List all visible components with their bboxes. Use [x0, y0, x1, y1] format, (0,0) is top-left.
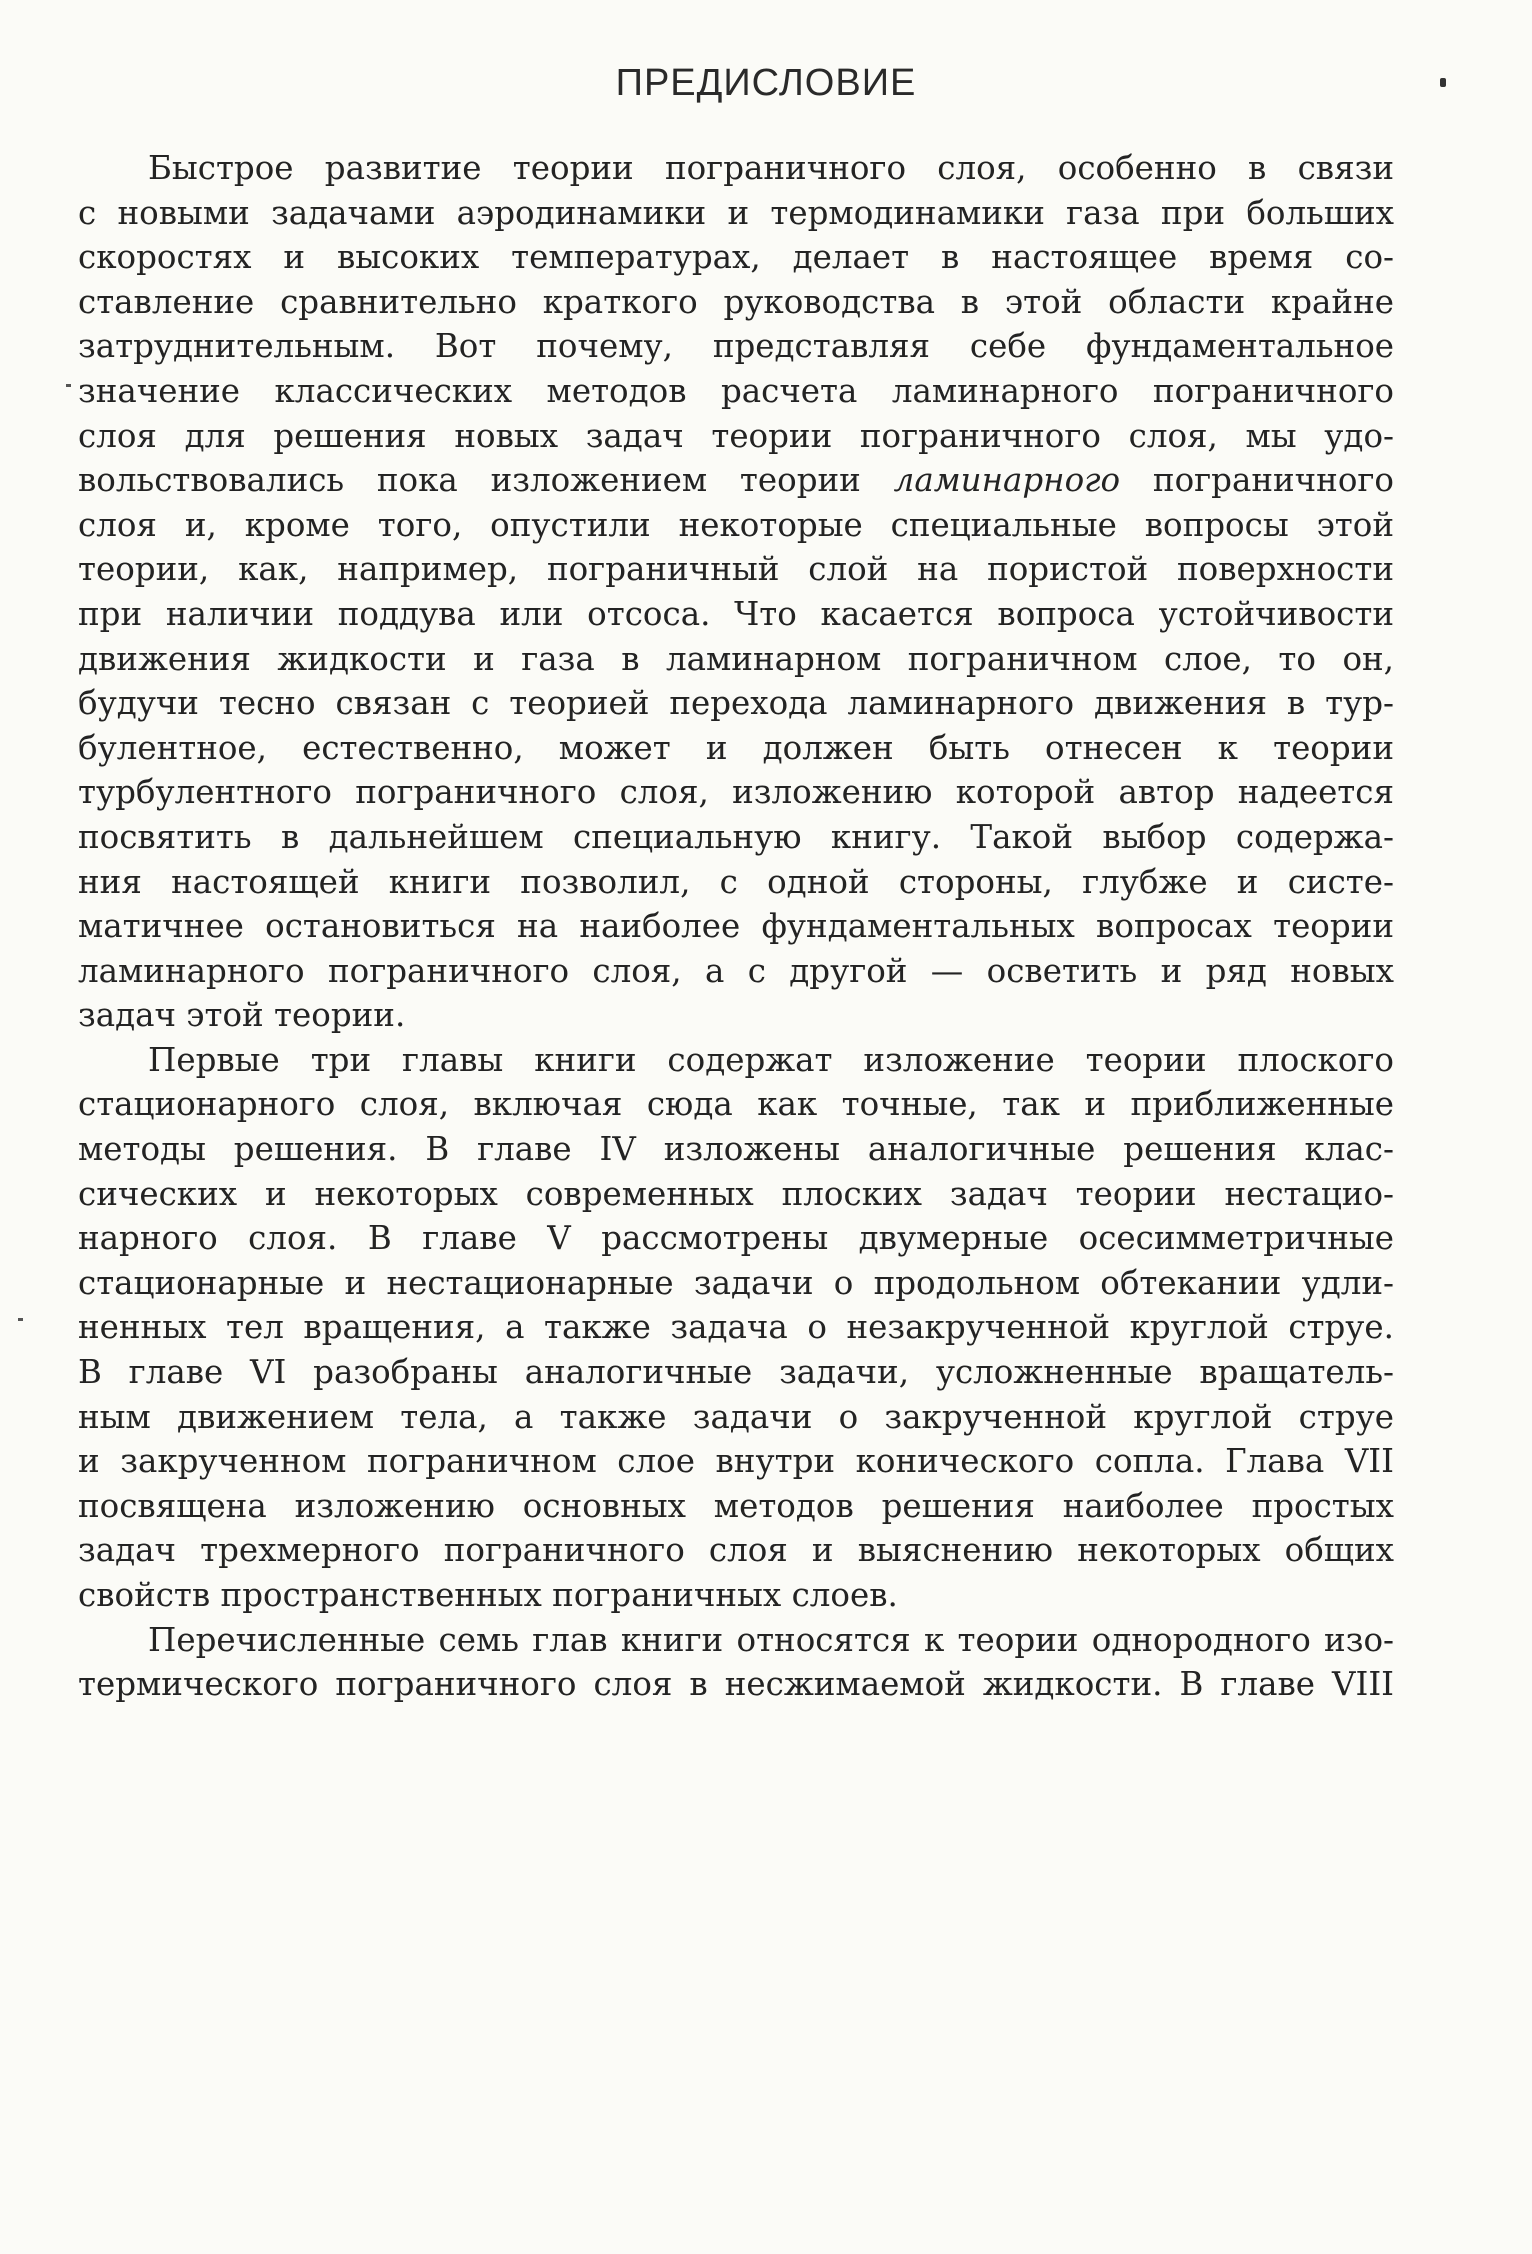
text-line: при наличии поддува или отсоса. Что касается вопроса устойчивости — [78, 594, 1394, 633]
text-line: турбулентного пограничного слоя, изложению которой автор надеется — [78, 773, 1394, 812]
text-line: стационарного слоя, включая сюда как точные, так и приближенные — [78, 1085, 1394, 1124]
text-line: ненных тел вращения, а также задача о незакрученной круглой струе. — [78, 1308, 1394, 1347]
margin-mark — [66, 384, 71, 387]
text-line: Перечисленные семь глав книги относятся к теории однородного изо- — [148, 1620, 1394, 1659]
italic-emphasis: ламинарного — [893, 461, 1121, 500]
text-line: ламинарного пограничного слоя, а с другой — осветить и ряд новых — [78, 951, 1394, 990]
text-line: слоя и, кроме того, опустили некоторые специальные вопросы этой — [78, 505, 1394, 544]
text-line: нарного слоя. В главе V рассмотрены двумерные осесимметричные — [78, 1219, 1394, 1258]
text-line: будучи тесно связан с теорией перехода ламинарного движения в тур- — [78, 684, 1394, 723]
text-line: булентное, естественно, может и должен быть отнесен к теории — [78, 728, 1394, 767]
text-line: с новыми задачами аэродинамики и термодинамики газа при больших — [78, 193, 1394, 232]
text-line: В главе VI разобраны аналогичные задачи, усложненные вращатель- — [78, 1353, 1394, 1392]
text-line: затруднительным. Вот почему, представляя себе фундаментальное — [78, 327, 1394, 366]
text-line: ния настоящей книги позволил, с одной стороны, глубже и систе- — [78, 862, 1394, 901]
text-line: слоя для решения новых задач теории пограничного слоя, мы удо- — [78, 416, 1394, 455]
body-text — [78, 146, 1394, 1707]
text-line: значение классических методов расчета ламинарного пограничного — [78, 371, 1394, 410]
text-line: ставление сравнительно краткого руководства в этой области крайне — [78, 282, 1394, 321]
corner-mark — [1440, 78, 1446, 87]
text-line: свойств пространственных пограничных слоев. — [78, 1576, 898, 1614]
text-line: термического пограничного слоя в несжимаемой жидкости. В главе VIII — [78, 1665, 1394, 1704]
text-line: и закрученном пограничном слое внутри конического сопла. Глава VII — [78, 1442, 1394, 1481]
text-line: Первые три главы книги содержат изложение теории плоского — [148, 1040, 1394, 1079]
text-line: посвятить в дальнейшем специальную книгу. Такой выбор содержа- — [78, 817, 1394, 856]
text-segment: пограничного — [1152, 461, 1394, 500]
text-line: матичнее остановиться на наиболее фундаментальных вопросах теории — [78, 907, 1394, 946]
text-line: стационарные и нестационарные задачи о продольном обтекании удли- — [78, 1263, 1394, 1302]
text-line: сических и некоторых современных плоских задач теории нестацио- — [78, 1174, 1394, 1213]
paragraph-1 — [78, 146, 1394, 1038]
text-line: Быстрое развитие теории пограничного слоя, особенно в связи — [148, 149, 1394, 187]
text-line: теории, как, например, пограничный слой на пористой поверхности — [78, 550, 1394, 589]
text-line-with-italic — [78, 458, 1394, 503]
text-line: скоростях и высоких температурах, делает в настоящее время со- — [78, 238, 1394, 277]
text-line: ным движением тела, а также задачи о закрученной круглой струе — [78, 1397, 1394, 1436]
page-title: ПРЕДИСЛОВИЕ — [615, 62, 917, 104]
margin-mark — [18, 1318, 23, 1321]
text-line: задач трехмерного пограничного слоя и выяснению некоторых общих — [78, 1531, 1394, 1570]
text-line: движения жидкости и газа в ламинарном пограничном слое, то он, — [78, 639, 1394, 678]
text-line: посвящена изложению основных методов решения наиболее простых — [78, 1486, 1394, 1525]
paragraph-3 — [78, 1618, 1394, 1707]
text-segment: вольствовались пока изложением теории — [78, 461, 861, 500]
paragraph-2 — [78, 1038, 1394, 1618]
text-line: задач этой теории. — [78, 996, 406, 1035]
text-line: методы решения. В главе IV изложены аналогичные решения клас- — [78, 1130, 1394, 1169]
